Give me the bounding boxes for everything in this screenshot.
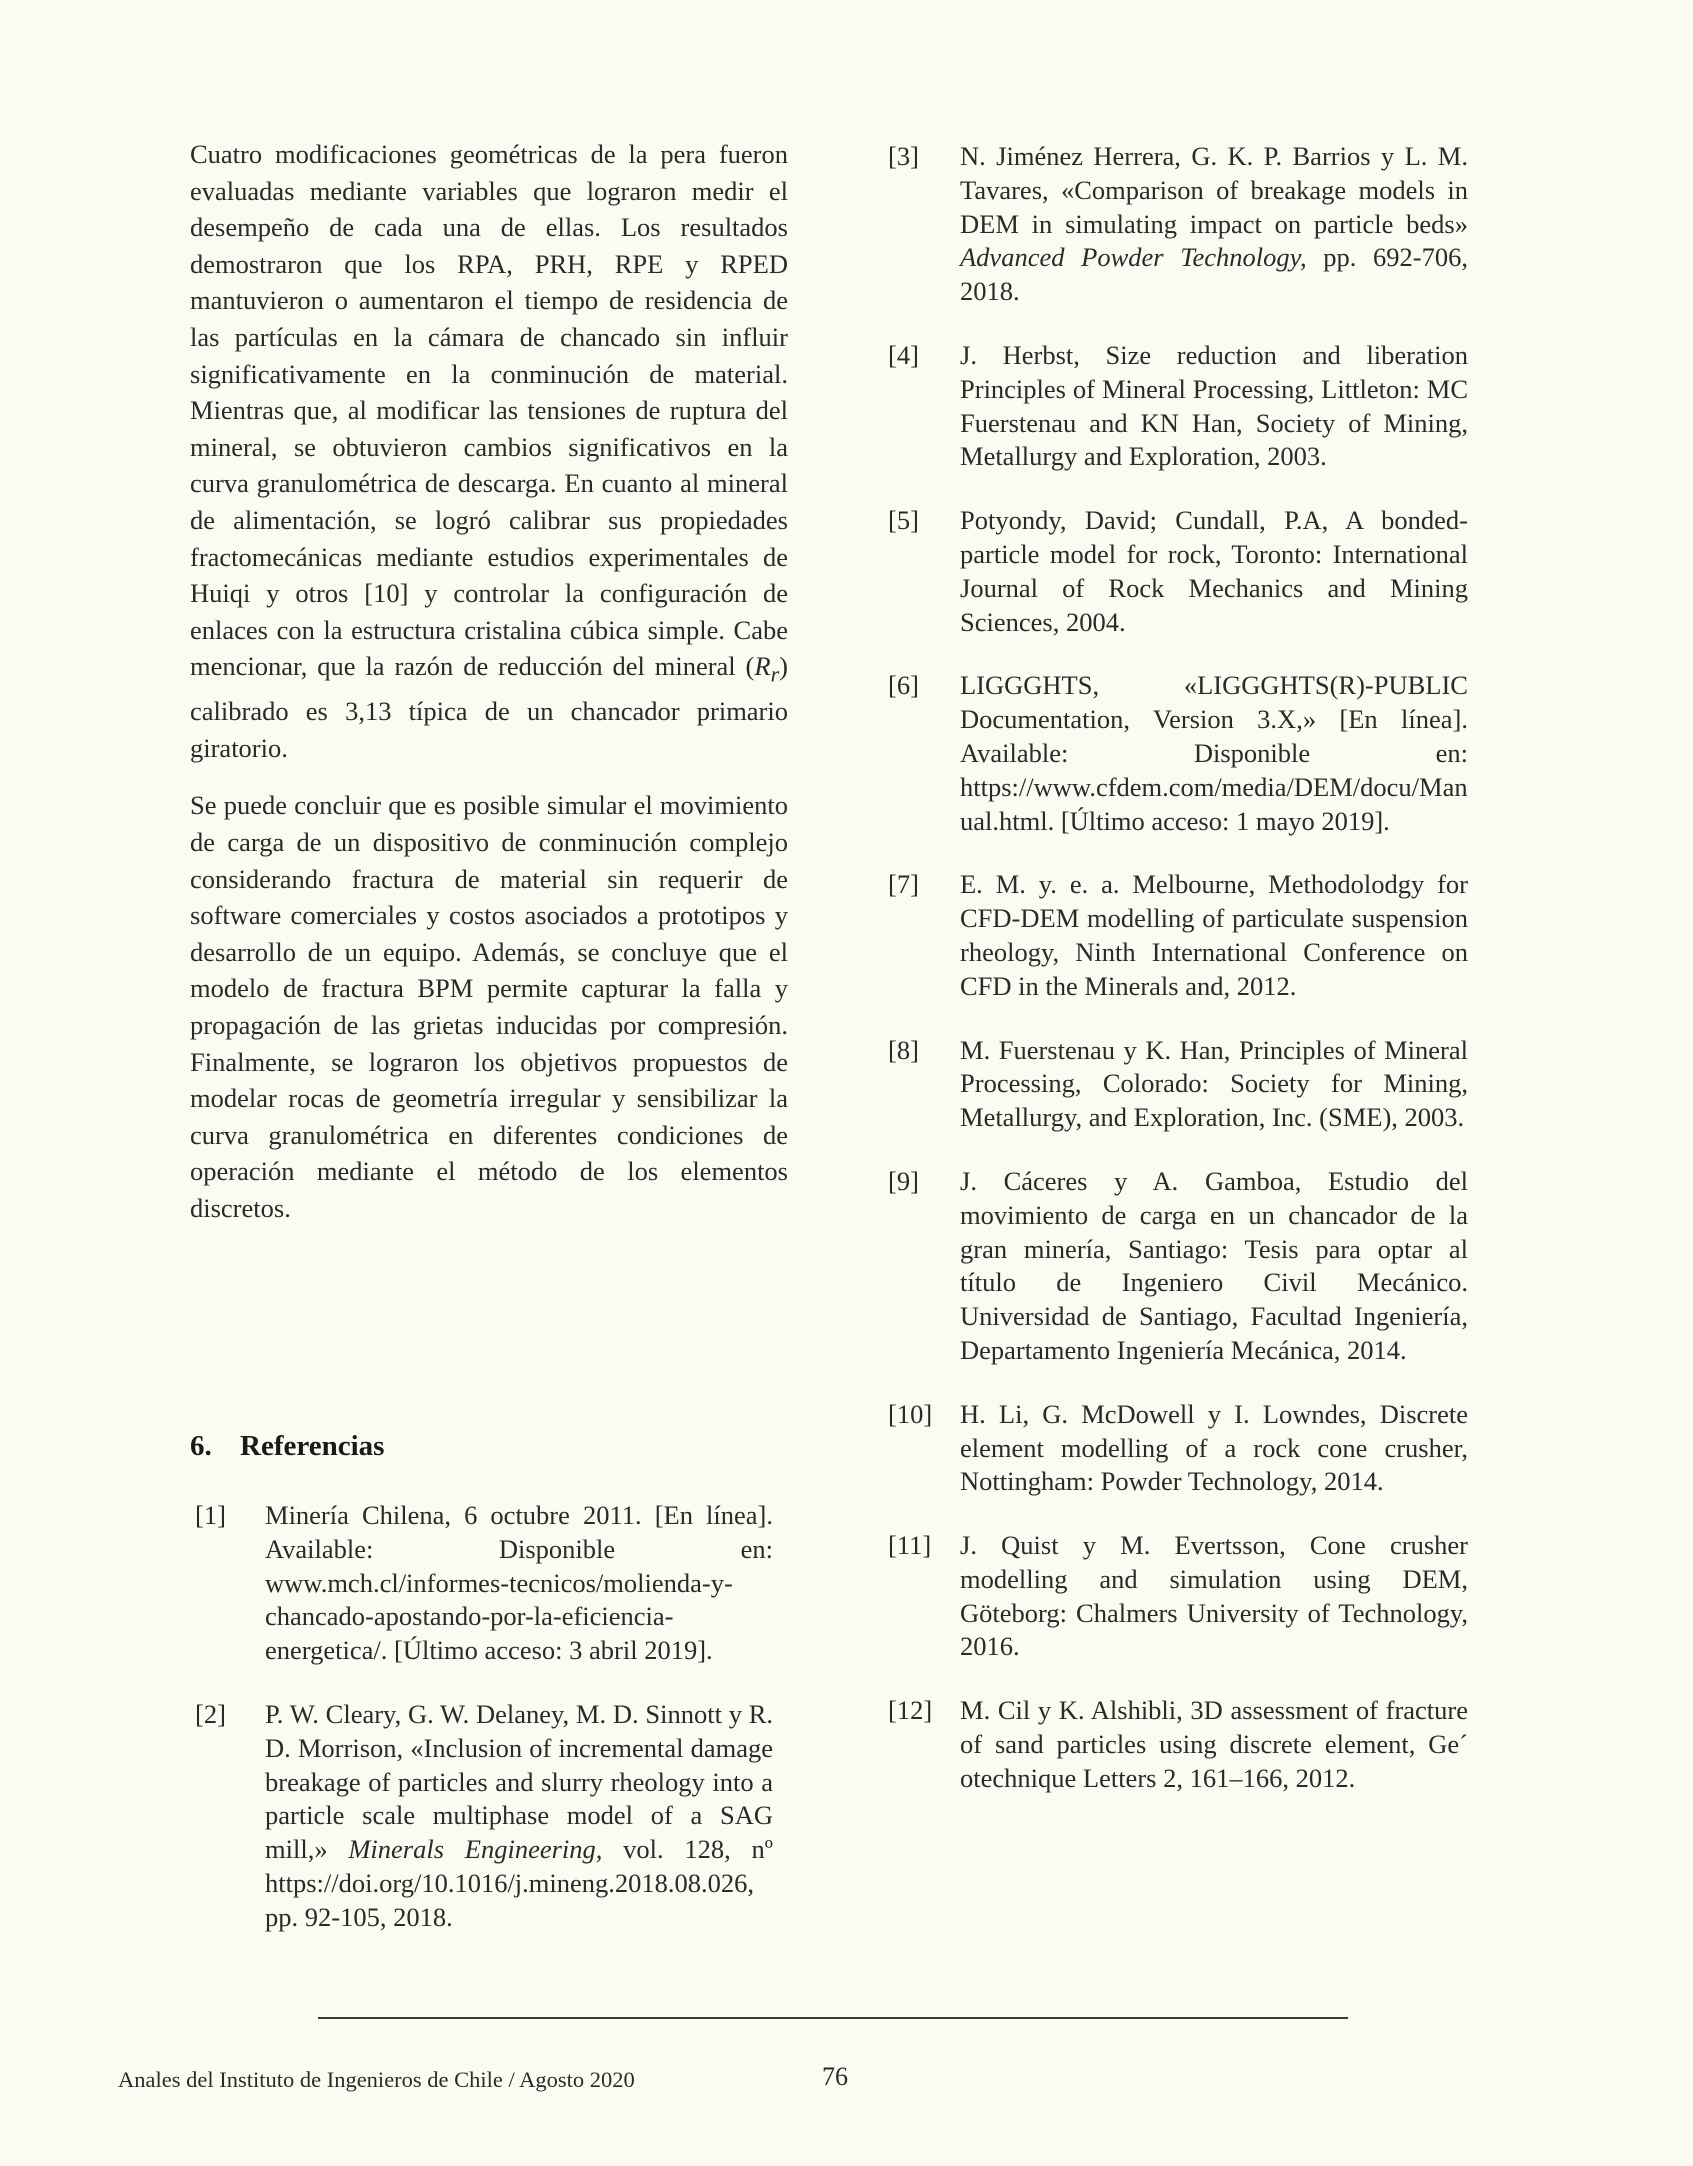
reference-number: [5] <box>888 505 919 536</box>
reference-text: H. Li, G. McDowell y I. Lowndes, Discrete element modelling of a rock cone crusher, Nottingham: Powder Technology, 2014. <box>960 1398 1468 1497</box>
reference-journal: Minerals Engineering, <box>348 1834 603 1865</box>
math-R: R <box>754 651 771 682</box>
reference-item <box>888 140 1468 309</box>
reference-text-main: P. W. Cleary, G. W. Delaney, M. D. Sinnott y R. D. Morrison, «Inclusion of incremental damage breakage of particles and slurry rheology into a particle scale multiphase model of a SAG mill,» <box>265 1698 773 1865</box>
reference-number: [11] <box>888 1530 932 1561</box>
reference-number: [9] <box>888 1165 919 1196</box>
section-title: Referencias <box>240 1430 385 1462</box>
reference-item <box>888 1398 1468 1499</box>
reference-number: [8] <box>888 1034 919 1065</box>
math-r-subscript: r <box>770 661 780 687</box>
reference-number: [4] <box>888 339 919 370</box>
reference-number: [2] <box>195 1698 226 1729</box>
reference-number: [10] <box>888 1398 933 1429</box>
reference-item <box>888 339 1468 474</box>
reference-text: Potyondy, David; Cundall, P.A, A bonded-particle model for rock, Toronto: International Journal of Rock Mechanics and Mining Sciences, 2004. <box>960 505 1468 637</box>
section-number: 6. <box>190 1430 212 1462</box>
footer-journal-name: Anales del Instituto de Ingenieros de Chile / Agosto 2020 <box>118 2067 635 2092</box>
reference-journal: Advanced Powder Technology, <box>960 242 1307 273</box>
footer-divider <box>318 2017 1348 2019</box>
reference-text <box>265 1698 773 1935</box>
references-left <box>195 1499 773 1935</box>
reference-item <box>888 669 1468 838</box>
reference-number: [3] <box>888 141 919 171</box>
reference-text-tail: vol. 128, nº https://doi.org/10.1016/j.mineng.2018.08.026, pp. 92-105, 2018. <box>265 1834 774 1932</box>
reference-item <box>888 868 1468 1003</box>
reference-text-tail: pp. 692-706, 2018. <box>960 242 1469 307</box>
reference-text: J. Quist y M. Evertsson, Cone crusher modelling and simulation using DEM, Göteborg: Chalmers University of Technology, 2016. <box>960 1530 1468 1662</box>
left-column <box>190 136 788 1248</box>
reference-item <box>888 504 1468 639</box>
reduction-ratio-symbol <box>754 651 780 687</box>
conclusion-paragraph-1 <box>190 136 788 766</box>
reference-number: [7] <box>888 869 919 900</box>
reference-item <box>888 1034 1468 1135</box>
reference-text: J. Cáceres y A. Gamboa, Estudio del movimiento de carga en un chancador de la gran minería, Santiago: Tesis para optar al título de Ingeniero Civil Mecánico. Universidad de Santiago, Facultad Ingeniería, Departamento Ingeniería Mecánica, 2014. <box>960 1165 1468 1365</box>
reference-text: E. M. y. e. a. Melbourne, Methodolodgy for CFD-DEM modelling of particulate suspension rheology, Ninth International Conference on CFD in the Minerals and, 2012. <box>960 869 1468 1001</box>
reference-item <box>195 1499 773 1668</box>
page-number: 76 <box>822 2062 848 2091</box>
reference-text: M. Cil y K. Alshibli, 3D assessment of fracture of sand particles using discrete element, Ge´ otechnique Letters 2, 161–166, 2012. <box>960 1695 1468 1793</box>
conclusion-paragraph-2: Se puede concluir que es posible simular el movimiento de carga de un dispositivo de conminución complejo considerando fractura de material sin requerir de software comerciales y costos asociados a prototipos y desarrollo de un equipo. Además, se concluye que el modelo de fractura BPM permite capturar la falla y propagación de las grietas inducidas por compresión. Finalmente, se lograron los objetivos propuestos de modelar rocas de geometría irregular y sensibilizar la curva granulométrica en diferentes condiciones de operación mediante el método de los elementos discretos. <box>190 790 788 1223</box>
reference-text: Minería Chilena, 6 octubre 2011. [En línea]. Available: Disponible en: www.mch.cl/informes-tecnicos/molienda-y-chancado-apostando-por-la-eficiencia-energetica/. [Último acceso: 3 abril 2019]. <box>265 1500 773 1666</box>
reference-text: LIGGGHTS, «LIGGGHTS(R)-PUBLIC Documentation, Version 3.X,» [En línea]. Available: Disponible en: https://www.cfdem.com/media/DEM/docu/Manual.html. [Último acceso: 1 mayo 2019]. <box>960 670 1468 836</box>
reference-number: [1] <box>195 1500 226 1530</box>
paragraph-text: Cuatro modificaciones geométricas de la pera fueron evaluadas mediante variables que lograron medir el desempeño de cada una de ellas. Los resultados demostraron que los RPA, PRH, RPE y RPED mantuvieron o aumentaron el tiempo de residencia de las partículas en la cámara de chancado sin influir significativamente en la conminución de material. Mientras que, al modificar las tensiones de ruptura del mineral, se obtuvieron cambios significativos en la curva granulométrica de descarga. En cuanto al mineral de alimentación, se logró calibrar sus propiedades fractomecánicas mediante estudios experimentales de Huiqi y otros [10] y controlar la configuración de enlaces con la estructura cristalina cúbica simple. Cabe mencionar, que la razón de reducción del mineral ( <box>190 139 788 682</box>
reference-text-main: N. Jiménez Herrera, G. K. P. Barrios y L. M. Tavares, «Comparison of breakage models in DEM in simulating impact on particle beds» <box>960 141 1468 239</box>
reference-text: J. Herbst, Size reduction and liberation Principles of Mineral Processing, Littleton: MC Fuerstenau and KN Han, Society of Mining, Metallurgy and Exploration, 2003. <box>960 339 1468 472</box>
reference-number: [6] <box>888 670 919 701</box>
reference-item <box>195 1698 773 1935</box>
references-right <box>888 140 1468 1796</box>
reference-text <box>960 140 1468 309</box>
reference-item <box>888 1694 1468 1795</box>
section-heading <box>190 1430 384 1463</box>
reference-item <box>888 1529 1468 1664</box>
reference-number: [12] <box>888 1695 933 1726</box>
reference-item <box>888 1165 1468 1368</box>
paragraph-text: ) calibrado es 3,13 típica de un chancador primario giratorio. <box>190 651 788 763</box>
reference-text: M. Fuerstenau y K. Han, Principles of Mineral Processing, Colorado: Society for Mining, Metallurgy, and Exploration, Inc. (SME), 2003. <box>960 1034 1468 1133</box>
